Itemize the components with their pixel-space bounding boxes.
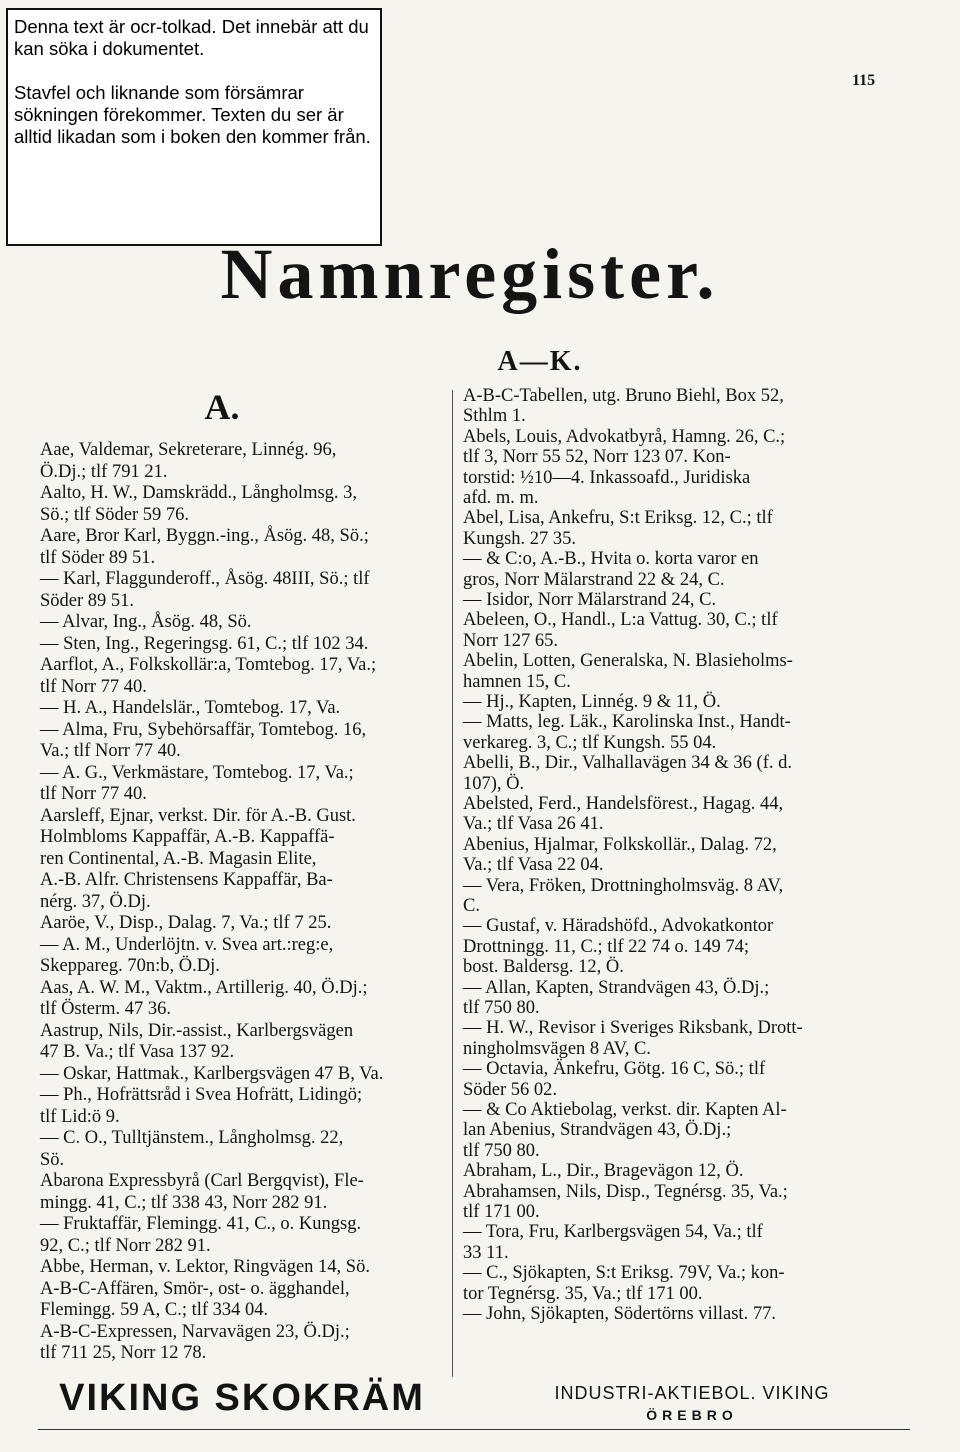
directory-entry-line: — Sten, Ing., Regeringsg. 61, C.; tlf 102 34. (40, 633, 369, 654)
directory-entry-line: — Tora, Fru, Karlbergsvägen 54, Va.; tlf (463, 1222, 763, 1243)
directory-entry-line: 47 B. Va.; tlf Vasa 137 92. (40, 1042, 235, 1062)
directory-entry-line: verkareg. 3, C.; tlf Kungsh. 55 04. (463, 732, 717, 753)
range-heading: A—K. (497, 346, 583, 377)
directory-entry-line: Aaröe, V., Disp., Dalag. 7, Va.; tlf 7 25. (40, 913, 332, 933)
directory-entry-line: — & C:o, A.-B., Hvita o. korta varor en (463, 549, 759, 570)
directory-entry-line: Kungsh. 27 35. (463, 528, 577, 549)
directory-entry-line: — Octavia, Änkefru, Götg. 16 C, Sö.; tlf (463, 1059, 766, 1080)
directory-entry-line: Abelsted, Ferd., Handelsförest., Hagag. 44, (463, 794, 784, 814)
directory-entry-line: Abel, Lisa, Ankefru, S:t Eriksg. 12, C.; tlf (463, 508, 773, 529)
directory-entry-line: A-B-C-Expressen, Narvavägen 23, Ö.Dj.; (40, 1321, 350, 1342)
directory-entry-line: Abelli, B., Dir., Valhallavägen 34 & 36 (f. d. (463, 753, 793, 774)
directory-entry-line: — & Co Aktiebolag, verkst. dir. Kapten Al- (463, 1100, 787, 1120)
directory-entry-line: — Matts, leg. Läk., Karolinska Inst., Handt- (463, 712, 791, 733)
section-letter: A. (204, 387, 240, 427)
directory-entry-line: tlf 750 80. (463, 998, 540, 1018)
directory-entry-line: Söder 89 51. (40, 590, 135, 611)
directory-entry-line: 33 11. (463, 1242, 509, 1263)
directory-entry-line: Va.; tlf Vasa 26 41. (463, 814, 604, 835)
ocr-notice-box (6, 8, 382, 246)
directory-entry-line: Aarflot, A., Folkskollär:a, Tomtebog. 17, Va.; (40, 655, 377, 675)
directory-entry-line: Aalto, H. W., Damskrädd., Långholmsg. 3, (40, 483, 358, 503)
directory-entry-line: Sö.; tlf Söder 59 76. (40, 504, 190, 525)
directory-entry-line: A.-B. Alfr. Christensens Kappaffär, Ba- (40, 870, 333, 890)
directory-entry-line: — A. G., Verkmästare, Tomtebog. 17, Va.; (40, 762, 354, 783)
directory-entry-line: afd. m. m. (463, 488, 539, 508)
directory-entry-line: tlf 171 00. (463, 1202, 540, 1222)
directory-entry-line: Drottningg. 11, C.; tlf 22 74 o. 149 74; (463, 936, 750, 957)
directory-entry-line: — Allan, Kapten, Strandvägen 43, Ö.Dj.; (463, 977, 770, 998)
directory-entry-line: Holmbloms Kappaffär, A.-B. Kappaffä- (40, 827, 335, 847)
ocr-notice-paragraph-1: Denna text är ocr-tolkad. Det innebär att du kan söka i dokumentet. (14, 16, 369, 59)
directory-entry-line: Söder 56 02. (463, 1079, 558, 1100)
directory-entry-line: Aas, A. W. M., Vaktm., Artillerig. 40, Ö.Dj.; (40, 977, 368, 998)
directory-entry-line: Abraham, L., Dir., Bragevägon 12, Ö. (463, 1161, 744, 1182)
directory-entry-line: — Ph., Hofrättsråd i Svea Hofrätt, Lidingö; (40, 1085, 363, 1105)
advert-industri-aktiebolag: INDUSTRI-AKTIEBOL. VIKING (554, 1382, 830, 1403)
directory-entry-line: — Fruktaffär, Flemingg. 41, C., o. Kungsg. (40, 1214, 362, 1234)
directory-entry-line: Aarsleff, Ejnar, verkst. Dir. för A.-B. Gust. (40, 805, 356, 826)
directory-entry-line: — Isidor, Norr Mälarstrand 24, C. (463, 590, 717, 610)
directory-entry-line: Va.; tlf Norr 77 40. (40, 741, 181, 761)
directory-entry-line: Abbe, Herman, v. Lektor, Ringvägen 14, Sö. (40, 1257, 370, 1277)
directory-entry-line: — H. W., Revisor i Sveriges Riksbank, Drott- (463, 1018, 803, 1039)
bottom-rule (38, 1429, 910, 1430)
directory-entry-line: Abelin, Lotten, Generalska, N. Blasieholms- (463, 651, 793, 672)
ocr-notice-paragraph-2: Stavfel och liknande som försämrar sökningen förekommer. Texten du ser är alltid likadan som i boken den kommer från. (14, 82, 371, 147)
directory-entry-line: — Vera, Fröken, Drottningholmsväg. 8 AV, (463, 875, 784, 896)
directory-entry-line: Norr 127 65. (463, 630, 559, 651)
directory-entry-line: Abrahamsen, Nils, Disp., Tegnérsg. 35, Va.; (463, 1181, 788, 1202)
directory-entry-line: tlf 3, Norr 55 52, Norr 123 07. Kon- (463, 447, 731, 468)
directory-entry-line: — C. O., Tulltjänstem., Långholmsg. 22, (40, 1128, 344, 1148)
directory-entry-line: 92, C.; tlf Norr 282 91. (40, 1235, 211, 1256)
directory-entry-line: Ö.Dj.; tlf 791 21. (40, 461, 168, 482)
directory-entry-line: tlf 711 25, Norr 12 78. (40, 1343, 207, 1363)
directory-entry-line: — Karl, Flaggunderoff., Åsög. 48III, Sö.; tlf (40, 569, 370, 589)
directory-entry-line: torstid: ½10—4. Inkassoafd., Juridiska (463, 467, 751, 488)
directory-entry-line: Aae, Valdemar, Sekreterare, Linnég. 96, (40, 440, 337, 460)
directory-entry-line: Abenius, Hjalmar, Folkskollär., Dalag. 72, (463, 834, 777, 855)
directory-entry-line: tlf Norr 77 40. (40, 784, 147, 804)
directory-entry-line: lan Abenius, Strandvägen 43, Ö.Dj.; (463, 1120, 732, 1141)
directory-entry-line: Sthlm 1. (463, 406, 526, 427)
directory-entry-line: nérg. 37, Ö.Dj. (40, 891, 151, 912)
directory-entry-line: Flemingg. 59 A, C.; tlf 334 04. (40, 1300, 269, 1320)
directory-entry-line: — Alvar, Ing., Åsög. 48, Sö. (40, 612, 252, 632)
page-number: 115 (852, 72, 876, 89)
directory-entry-line: Abeleen, O., Handl., L:a Vattug. 30, C.; tlf (463, 610, 778, 631)
directory-entry-line: tor Tegnérsg. 35, Va.; tlf 171 00. (463, 1283, 703, 1304)
directory-entry-line: — Oskar, Hattmak., Karlbergsvägen 47 B, Va. (40, 1063, 384, 1084)
directory-entry-line: — A. M., Underlöjtn. v. Svea art.:reg:e, (40, 934, 334, 955)
directory-entry-line: Skeppareg. 70n:b, Ö.Dj. (40, 956, 220, 976)
directory-entry-line: hamnen 15, C. (463, 671, 571, 692)
page-title: Namnregister. (220, 234, 720, 314)
directory-entry-line: Va.; tlf Vasa 22 04. (463, 855, 604, 876)
advert-orebro: ÖREBRO (646, 1406, 738, 1423)
directory-entry-line: A-B-C-Affären, Smör-, ost- o. ägghandel, (40, 1278, 350, 1299)
directory-entry-line: tlf Österm. 47 36. (40, 999, 172, 1019)
directory-entry-line: Abels, Louis, Advokatbyrå, Hamng. 26, C.; (463, 426, 786, 447)
directory-entry-line: bost. Baldersg. 12, Ö. (463, 957, 624, 978)
directory-entry-line: tlf Söder 89 51. (40, 547, 156, 568)
directory-entry-line: — Gustaf, v. Häradshöfd., Advokatkontor (463, 916, 774, 937)
directory-entry-line: Abarona Expressbyrå (Carl Bergqvist), Fle- (40, 1171, 364, 1191)
directory-entry-line: — H. A., Handelslär., Tomtebog. 17, Va. (40, 698, 341, 718)
directory-entry-line: tlf 750 80. (463, 1140, 540, 1161)
directory-entry-line: 107), Ö. (463, 773, 525, 794)
directory-entry-line: tlf Lid:ö 9. (40, 1106, 120, 1127)
advert-viking-skokram: VIKING SKOKRÄM (59, 1376, 425, 1419)
directory-entry-line: C. (463, 896, 480, 916)
directory-entry-line: Aastrup, Nils, Dir.-assist., Karlbergsvägen (40, 1020, 354, 1041)
directory-entry-line: — Hj., Kapten, Linnég. 9 & 11, Ö. (463, 692, 721, 712)
directory-entry-line: — Alma, Fru, Sybehörsaffär, Tomtebog. 16, (40, 719, 367, 740)
directory-entry-line: — C., Sjökapten, S:t Eriksg. 79V, Va.; kon- (463, 1263, 785, 1284)
directory-entry-line: ningholmsvägen 8 AV, C. (463, 1038, 651, 1059)
directory-entry-line: — John, Sjökapten, Södertörns villast. 77. (463, 1304, 776, 1324)
directory-entry-line: gros, Norr Mälarstrand 22 & 24, C. (463, 569, 725, 590)
column-divider (452, 390, 453, 1377)
directory-entry-line: ren Continental, A.-B. Magasin Elite, (40, 848, 317, 869)
directory-entry-line: Aare, Bror Karl, Byggn.-ing., Åsög. 48, Sö.; (40, 526, 369, 546)
directory-entry-line: A-B-C-Tabellen, utg. Bruno Biehl, Box 52, (463, 386, 784, 406)
directory-entry-line: mingg. 41, C.; tlf 338 43, Norr 282 91. (40, 1192, 328, 1213)
directory-entry-line: Sö. (40, 1149, 65, 1170)
directory-entry-line: tlf Norr 77 40. (40, 676, 147, 697)
